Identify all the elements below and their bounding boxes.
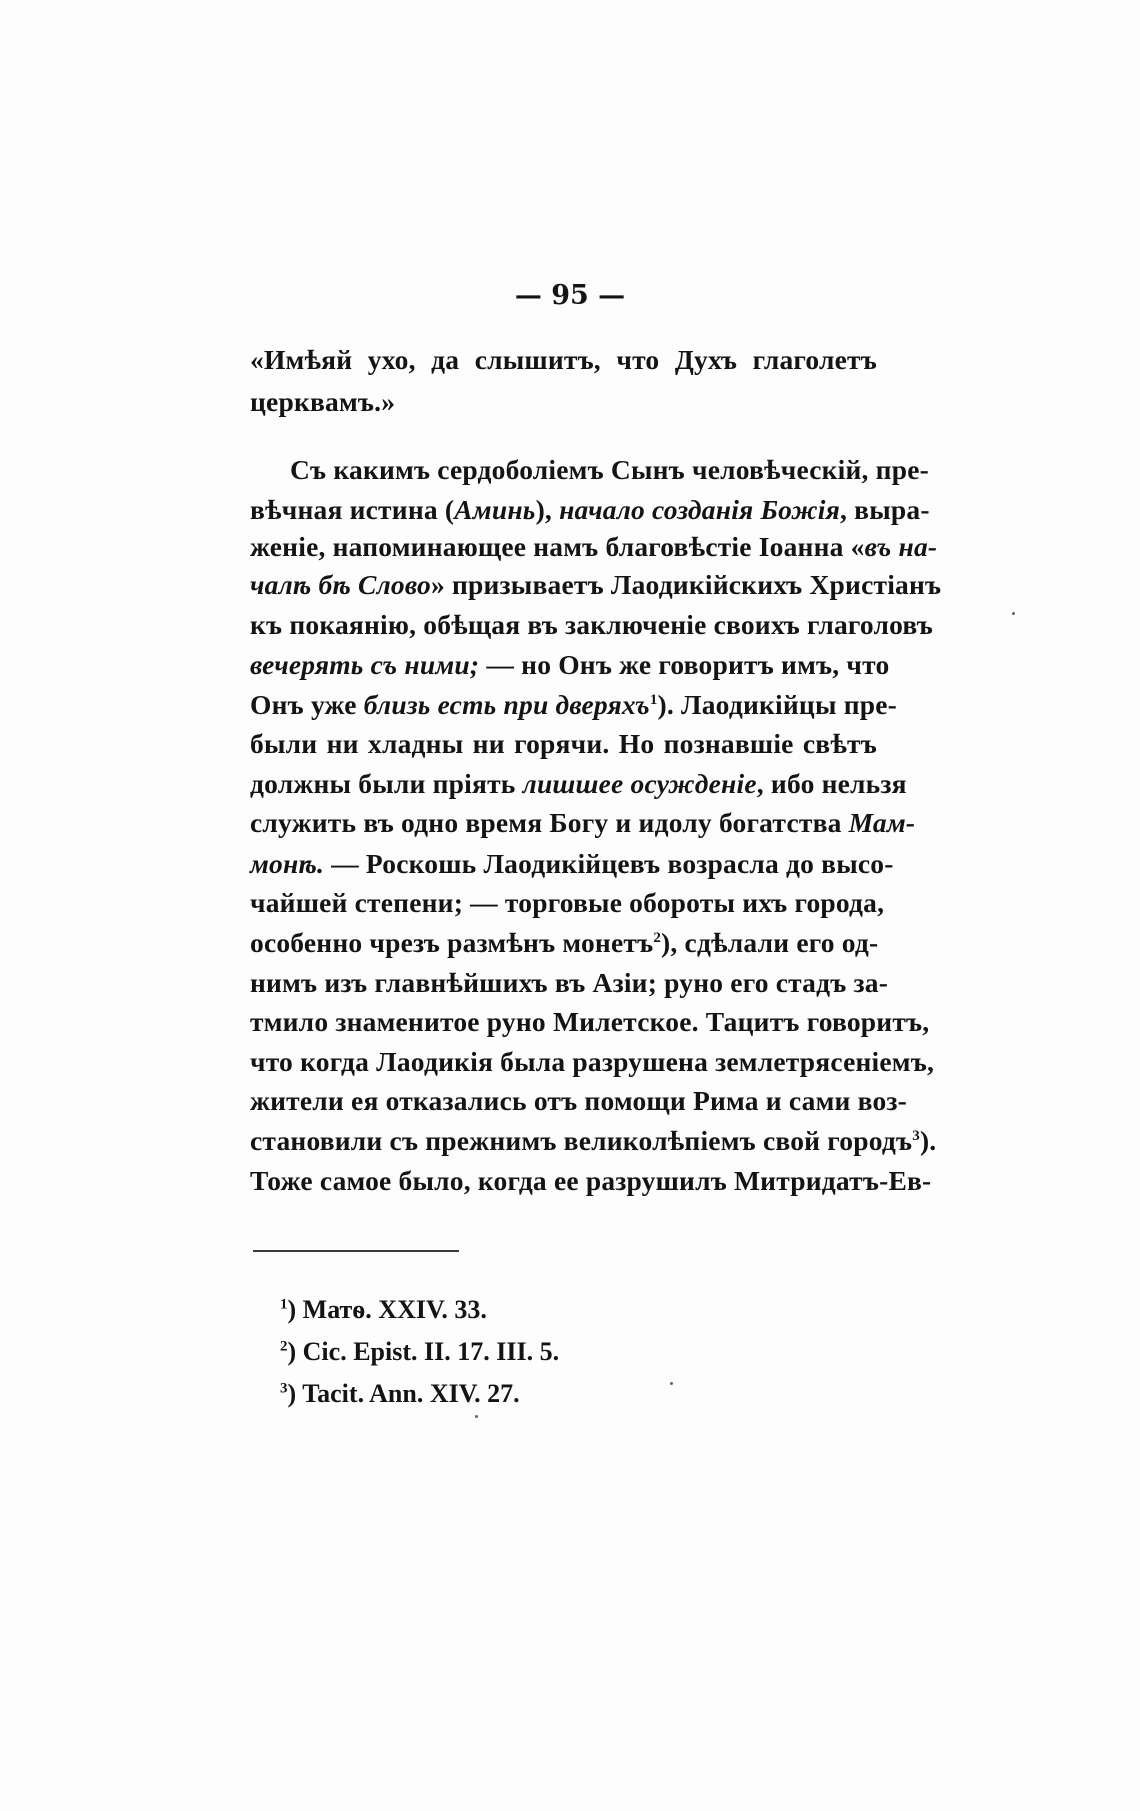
text-line xyxy=(250,527,938,567)
text-segment: Онъ уже xyxy=(250,689,364,720)
footnote-reference: 1 xyxy=(649,691,658,708)
text-segment: — Роскошь Лаодикійцевъ возрасла до высо- xyxy=(324,848,894,879)
text-segment: церквамъ.» xyxy=(250,386,396,417)
scan-speck xyxy=(670,1382,673,1385)
scan-speck xyxy=(1012,612,1015,615)
text-line xyxy=(250,1042,935,1082)
footnote-text: ) Cic. Epist. II. 17. III. 5. xyxy=(287,1337,560,1366)
text-segment: ). Лаодикійцы пре- xyxy=(657,689,898,720)
text-segment: — но Онъ же говоритъ имъ, что xyxy=(479,649,890,680)
footnote-text: ) Tacit. Ann. XIV. 27. xyxy=(287,1379,520,1408)
footnote-mark: 3 xyxy=(280,1380,288,1397)
text-segment: становили съ прежнимъ великолѣпіемъ свой городъ xyxy=(250,1125,913,1156)
italic-text: начало созданія Божія xyxy=(559,494,840,525)
italic-text: въ на- xyxy=(864,531,938,562)
footnote-mark: 2 xyxy=(280,1338,288,1355)
text-line xyxy=(250,565,942,605)
footnote-reference: 3 xyxy=(912,1127,920,1144)
text-segment: тмило знаменитое руно Милетское. Тацитъ говоритъ, xyxy=(250,1006,930,1037)
text-segment: Съ какимъ сердоболіемъ Сынъ человѣческій, пре- xyxy=(290,454,929,485)
italic-text: вечерять съ ними; xyxy=(250,649,480,680)
text-segment: къ покаянію, обѣщая въ заключеніе своихъ глаголовъ xyxy=(250,609,933,640)
footnote-reference: 2 xyxy=(653,929,662,946)
text-segment: , ибо нельзя xyxy=(756,768,907,799)
text-line xyxy=(250,605,933,645)
text-line xyxy=(250,645,890,685)
footnote xyxy=(280,1334,559,1370)
footnote-text: ) Матѳ. XXIV. 33. xyxy=(287,1295,487,1324)
text-segment: ), сдѣлали его од- xyxy=(661,927,879,958)
text-line xyxy=(290,450,929,490)
text-segment: служить въ одно время Богу и идолу богатства xyxy=(250,807,849,838)
footnote-mark: 1 xyxy=(280,1296,288,1313)
text-line xyxy=(250,1081,908,1121)
text-segment: должны были пріять xyxy=(250,768,523,799)
text-line xyxy=(250,803,916,843)
text-line xyxy=(250,340,877,380)
text-segment: вѣчная истина ( xyxy=(250,494,455,525)
text-segment: , выра- xyxy=(840,494,930,525)
text-segment: нимъ изъ главнѣйшихъ въ Азіи; руно его стадъ за- xyxy=(250,967,889,998)
italic-text: Аминь xyxy=(454,494,536,525)
text-line xyxy=(250,724,877,764)
text-line xyxy=(250,764,907,804)
text-line xyxy=(250,1121,937,1161)
italic-text: близь есть при дверяхъ xyxy=(363,689,650,720)
text-segment: Тоже самое было, когда ее разрушилъ Митридатъ-Ев- xyxy=(250,1165,932,1196)
text-line xyxy=(250,923,877,963)
text-segment: ), xyxy=(535,494,560,525)
text-line xyxy=(250,490,930,530)
scan-speck xyxy=(475,1415,478,1418)
footnote xyxy=(280,1376,520,1412)
text-segment: жители ея отказались отъ помощи Рима и сами воз- xyxy=(250,1085,908,1116)
text-line xyxy=(250,844,894,884)
text-line xyxy=(250,883,885,923)
text-segment: были ни хладны ни горячи. Но познавшіе свѣтъ xyxy=(250,728,877,759)
text-line xyxy=(250,1161,932,1201)
text-line xyxy=(250,382,877,422)
page-number: — 95 — xyxy=(514,280,626,311)
footnote xyxy=(280,1292,487,1328)
italic-text: лишшее осужденіе xyxy=(522,768,757,799)
footnote-separator xyxy=(253,1250,459,1252)
text-segment: ). xyxy=(919,1125,937,1156)
text-segment: что когда Лаодикія была разрушена землетрясеніемъ, xyxy=(250,1046,935,1077)
text-segment: женіе, напоминающее намъ благовѣстіе Іоанна « xyxy=(250,531,865,562)
text-segment: » призываетъ Лаодикійскихъ Христіанъ xyxy=(430,569,942,600)
italic-text: монѣ. xyxy=(250,848,325,879)
text-line xyxy=(250,963,889,1003)
text-segment: чайшей степени; — торговые обороты ихъ города, xyxy=(250,887,885,918)
italic-text: чалѣ бѣ Слово xyxy=(250,569,431,600)
text-segment: особенно чрезъ размѣнъ монетъ xyxy=(250,927,654,958)
text-line xyxy=(250,1002,930,1042)
text-line xyxy=(250,685,898,725)
text-segment: «Имѣяй ухо, да слышитъ, что Духъ глаголетъ xyxy=(250,344,877,375)
italic-text: Мам- xyxy=(848,807,916,838)
